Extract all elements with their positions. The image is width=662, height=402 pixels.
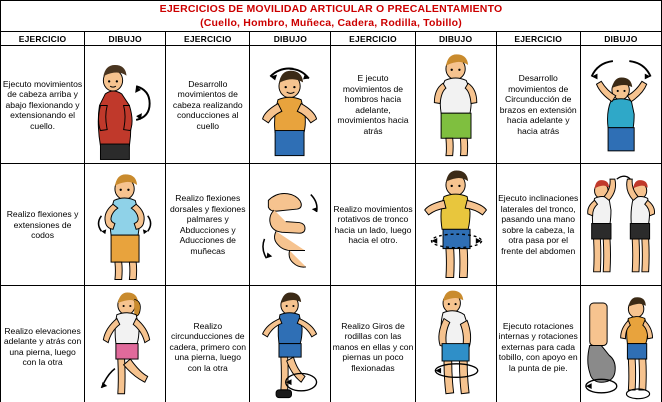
exercise-description: Ejecuto inclinaciones laterales del tronco, pasando una mano sobre la cabeza, la otra pasa por el frente del abdomen	[496, 164, 580, 286]
exercise-description: Realizo flexiones y extensiones de codos	[1, 164, 85, 286]
person-knee-circles-icon	[417, 287, 495, 402]
exercise-figure-shoulder-circles	[415, 46, 496, 164]
header-drawing-3: DIBUJO	[415, 32, 496, 46]
person-arm-circumduction-icon	[582, 47, 660, 162]
exercise-figure-neck-flexion	[85, 46, 166, 164]
exercise-description: Realizo elevaciones adelante y atrás con una pierna, luego con la otra	[1, 286, 85, 402]
exercise-description: Realizo flexiones dorsales y flexiones palmares y Abducciones y Aducciones de muñecas	[166, 164, 250, 286]
exercise-figure-arm-circumduction	[580, 46, 661, 164]
title-line-1: EJERCICIOS DE MOVILIDAD ARTICULAR O PRECALENTAMIENTO	[159, 3, 503, 15]
table-row	[1, 286, 662, 402]
header-drawing-2: DIBUJO	[250, 32, 331, 46]
exercise-figure-hip-circumduction	[250, 286, 331, 402]
table-row	[1, 46, 662, 164]
header-exercise-1: EJERCICIO	[1, 32, 85, 46]
exercise-figure-leg-swing	[85, 286, 166, 402]
header-row	[1, 32, 662, 46]
person-leg-swing-icon	[86, 287, 164, 402]
exercise-description: Desarrollo movimientos de Circunducción de brazos en extensión hacia adelante y hacia atrás	[496, 46, 580, 164]
header-drawing-1: DIBUJO	[85, 32, 166, 46]
exercise-figure-knee-circles	[415, 286, 496, 402]
exercise-figure-trunk-rotation	[415, 164, 496, 286]
exercise-figure-elbow-flexion	[85, 164, 166, 286]
exercise-description: Ejecuto movimientos de cabeza arriba y abajo flexionando y extensionando el cuello.	[1, 46, 85, 164]
hands-wrist-flexion-icon	[251, 165, 329, 284]
exercise-description: Realizo movimientos rotativos de tronco hacia un lado, luego hacia el otro.	[331, 164, 415, 286]
person-trunk-rotation-icon	[417, 165, 495, 284]
exercise-description: Realizo circunducciones de cadera, primero con una pierna, luego con la otra	[166, 286, 250, 402]
exercise-figure-neck-rotation	[250, 46, 331, 164]
header-exercise-4: EJERCICIO	[496, 32, 580, 46]
document-title	[1, 1, 662, 32]
exercise-description: Ejecuto rotaciones internas y rotaciones externas para cada tobillo, con apoyo en la punta de pie.	[496, 286, 580, 402]
ankle-rotation-and-person-icon	[582, 287, 660, 402]
table-row	[1, 164, 662, 286]
header-drawing-4: DIBUJO	[580, 32, 661, 46]
two-people-lateral-bends-icon	[582, 165, 660, 284]
title-row	[1, 1, 662, 32]
person-hip-circumduction-icon	[251, 287, 329, 402]
header-exercise-2: EJERCICIO	[166, 32, 250, 46]
exercise-description: Desarrollo movimientos de cabeza realizando conducciones al cuello	[166, 46, 250, 164]
person-neck-flexion-extension-icon	[86, 47, 164, 162]
exercise-figure-ankle-rotation	[580, 286, 661, 402]
exercise-description: Realizo Giros de rodillas con las manos en ellas y con piernas un poco flexionadas	[331, 286, 415, 402]
person-shoulder-circles-icon	[417, 47, 495, 162]
title-line-2: (Cuello, Hombro, Muñeca, Cadera, Rodilla, Tobillo)	[200, 17, 462, 30]
header-exercise-3: EJERCICIO	[331, 32, 415, 46]
person-neck-rotation-icon	[251, 47, 329, 162]
exercise-description: E jecuto movimientos de hombros hacia adelante, movimientos hacia atrás	[331, 46, 415, 164]
exercise-figure-wrist-flexion	[250, 164, 331, 286]
person-elbow-flexion-icon	[86, 165, 164, 284]
exercise-figure-lateral-bends	[580, 164, 661, 286]
